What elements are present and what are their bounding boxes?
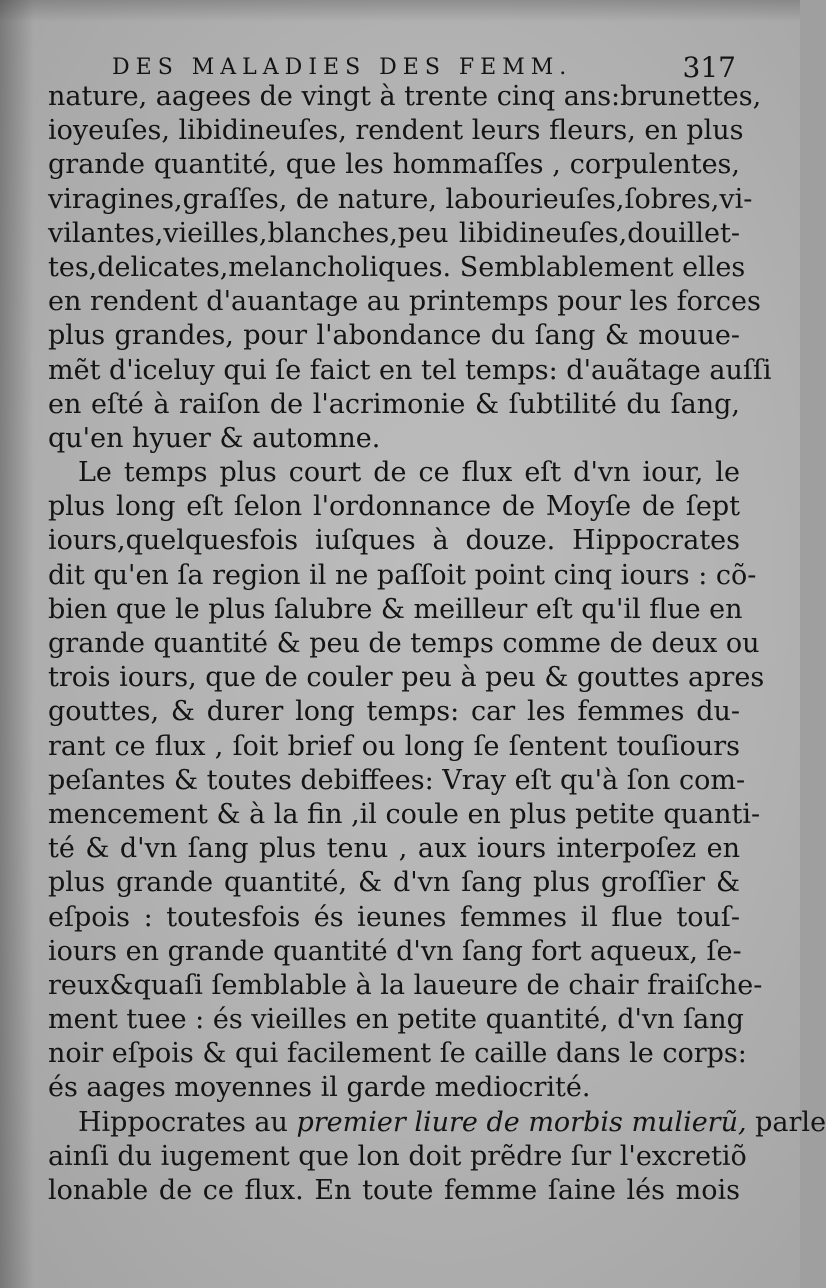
text-line: noir eſpois & qui facilement ſe caille dans le corps: [48, 1038, 747, 1070]
paragraph-start-line: Le temps plus court de ce flux eſt d'vn iour, le [78, 457, 740, 489]
text-line: eſpois : toutesfois és ieunes femmes il flue touſ- [48, 901, 740, 933]
text-line: ainſi du iugement que lon doit prẽdre ſur l'excretiõ [48, 1140, 747, 1172]
top-edge-shadow [0, 0, 800, 22]
text-line: és aages moyennes il garde mediocrité. [48, 1072, 591, 1104]
text-line: dit qu'en ſa region il ne paſſoit point cinq iours : cõ- [48, 559, 757, 591]
body-text [48, 80, 826, 1208]
text-line: peſantes & toutes debiffees: Vray eſt qu'à ſon com- [48, 764, 746, 796]
text-line: viragines,graſſes, de nature, labourieuſes,ſobres,vi- [48, 183, 753, 215]
text-line: bien que le plus ſalubre & meilleur eſt qu'il flue en [48, 593, 743, 625]
text-line: ment tuee : és vieilles en petite quantité, d'vn ſang [48, 1004, 744, 1036]
text-line: plus grandes, pour l'abondance du ſang & mouue- [48, 320, 740, 352]
text-line: té & d'vn ſang plus tenu , aux iours interpoſez en [48, 833, 740, 865]
italic-book-title: premier liure de morbis mulierũ, [296, 1106, 747, 1138]
text-line: trois iours, que de couler peu à peu & gouttes apres [48, 662, 765, 694]
gutter-shadow [0, 0, 34, 1288]
text-run: Hippocrates au [78, 1106, 297, 1138]
text-line: iours,quelquesfois iuſques à douze. Hippocrates [48, 525, 740, 557]
text-line: tes,delicates,melancholiques. Semblablement elles [48, 251, 746, 283]
text-line: en rendent d'auantage au printemps pour les forces [48, 286, 761, 318]
text-line: rant ce flux , ſoit brief ou long ſe ſentent touſiours [48, 730, 740, 762]
text-line: mencement & à la fin ,il coule en plus petite quanti- [48, 798, 761, 830]
text-line: mẽt d'iceluy qui ſe faict en tel temps: d'auãtage auſſi [48, 354, 772, 386]
text-line: en eſté à raiſon de l'acrimonie & ſubtilité du ſang, [48, 388, 740, 420]
text-line: grande quantité, que les hommaſſes , corpulentes, [48, 149, 740, 181]
text-line: vilantes,vieilles,blanches,peu libidineuſes,douillet- [48, 217, 740, 249]
text-line: nature, aagees de vingt à trente cinq ans:brunettes, [48, 81, 762, 112]
text-line: gouttes, & durer long temps: car les femmes du- [48, 696, 740, 728]
paragraph-start-line [48, 1106, 826, 1140]
text-line: plus long eſt ſelon l'ordonnance de Moyſe de ſept [48, 491, 740, 523]
text-line: plus grande quantité, & d'vn ſang plus groſſier & [48, 867, 740, 899]
text-run: parle [746, 1106, 826, 1138]
text-line: reux&quaſi ſemblable à la laueure de chair fraiſche- [48, 969, 763, 1001]
text-line: qu'en hyuer & automne. [48, 422, 381, 454]
text-line: lonable de ce flux. En toute femme ſaine lés mois [48, 1175, 740, 1206]
page-number: 317 [682, 51, 736, 84]
text-line: grande quantité & peu de temps comme de deux ou [48, 628, 760, 659]
running-head: DES MALADIES DES FEMM. [112, 55, 573, 80]
text-line: ioyeuſes, libidineuſes, rendent leurs fleurs, en plus [48, 115, 744, 147]
text-line: iours en grande quantité d'vn ſang fort aqueux, ſe- [48, 935, 742, 967]
